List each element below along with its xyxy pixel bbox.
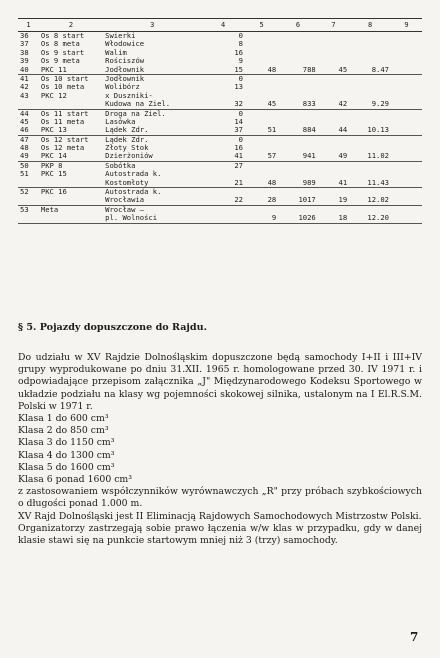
table-cell: 57	[267, 151, 277, 161]
table-row	[18, 152, 422, 161]
table-cell	[245, 40, 278, 48]
table-cell	[318, 83, 349, 91]
table-cell: PKC 16	[39, 188, 103, 197]
table-row	[18, 100, 422, 109]
section-title: § 5. Pojazdy dopuszczone do Rajdu.	[18, 322, 207, 333]
class-line: Klasa 4 do 1300 cm³	[18, 449, 115, 461]
table-cell: 46	[20, 125, 29, 135]
column-header: 9	[391, 19, 422, 32]
table-cell	[391, 135, 422, 144]
class-line: Klasa 2 do 850 cm³	[18, 425, 109, 437]
table-cell: Autostrada k.	[105, 169, 162, 179]
table-cell: Złoty Stok	[105, 143, 149, 153]
table-cell: Droga na Ziel.	[103, 109, 201, 118]
table-cell: Lasówka	[105, 116, 136, 126]
table-cell: 0	[201, 135, 245, 144]
table-cell	[318, 161, 349, 170]
table-cell: 53	[18, 205, 39, 214]
table-row	[18, 118, 422, 126]
table-cell: Wrocław —	[103, 205, 201, 214]
table-cell: Os 12 start	[39, 135, 103, 144]
table-body	[18, 32, 422, 224]
table-cell	[391, 100, 422, 109]
table-cell	[391, 188, 422, 197]
table-cell: 11.02	[367, 151, 390, 161]
table-cell: PKC 11	[40, 64, 67, 74]
table-cell: 13	[234, 82, 243, 92]
column-header: 2	[39, 19, 103, 32]
table-cell: Lądek Zdr.	[105, 125, 149, 135]
table-cell	[349, 109, 391, 118]
table-row	[18, 161, 422, 170]
table-cell	[391, 214, 422, 223]
table-cell: 39	[20, 56, 29, 66]
table-cell: 16	[234, 47, 243, 57]
table-cell: 50	[18, 161, 39, 170]
table-cell: 8	[238, 39, 243, 49]
table-cell: 45	[267, 99, 277, 109]
table-cell	[391, 49, 422, 57]
page-number: 7	[410, 630, 419, 644]
table-cell: 48	[20, 143, 29, 153]
table-cell	[391, 83, 422, 91]
column-header: 8	[349, 19, 391, 32]
table-cell: Kudowa na Ziel.	[105, 99, 171, 109]
column-header: 4	[201, 19, 245, 32]
table-cell	[391, 126, 422, 135]
table-cell	[349, 83, 391, 91]
class-line: Klasa 1 do 600 cm³	[18, 413, 109, 425]
table-cell	[391, 109, 422, 118]
table-cell	[349, 161, 391, 170]
table-cell: 41	[234, 151, 243, 161]
table-cell	[391, 161, 422, 170]
column-header: 7	[318, 19, 349, 32]
table-cell: 18	[318, 214, 349, 223]
table-row	[18, 205, 422, 214]
table-cell	[391, 179, 422, 188]
organizers-paragraph: Organizatorzy zastrzegają sobie prawo łączenia w/w klas w przypadku, gdy w danej klasie stawi się na punkcie startowym mniej niż 3 (trzy) samochody.	[18, 522, 422, 547]
table-cell	[245, 161, 278, 170]
table-cell: 788	[302, 64, 316, 74]
table-cell: Os 12 meta	[40, 143, 85, 153]
table-cell: 0	[201, 32, 245, 41]
table-row	[18, 188, 422, 197]
table-cell: Jodłownik	[103, 74, 201, 83]
table-cell	[318, 135, 349, 144]
table-cell: 38	[20, 47, 29, 57]
table-row	[18, 179, 422, 188]
table-cell: 42	[338, 99, 348, 109]
table-row	[18, 170, 422, 178]
table-cell: Walim	[105, 47, 127, 57]
table-cell	[318, 40, 349, 48]
table-cell: 48	[267, 177, 277, 187]
table-cell	[18, 100, 39, 109]
table-cell: x Duszniki-	[105, 90, 153, 100]
table-cell: 16	[234, 143, 243, 153]
coefficients-paragraph: z zastosowaniem współczynników wyrównawczych „R" przy próbach szybkościowych o długości ponad 1.000 m.	[18, 486, 422, 510]
table-cell	[391, 57, 422, 65]
table-row	[18, 92, 422, 100]
table-cell	[349, 49, 391, 57]
table-cell	[278, 83, 318, 91]
table-cell: Wrocławia	[105, 195, 145, 205]
table-cell	[278, 135, 318, 144]
table-cell: 0	[201, 109, 245, 118]
table-cell: 833	[302, 99, 316, 109]
table-cell: 12.20	[349, 214, 391, 223]
table-cell: 9.29	[371, 99, 390, 109]
table-cell	[391, 32, 422, 41]
table-cell: 40	[20, 64, 29, 74]
table-cell: 884	[302, 125, 316, 135]
table-row	[18, 214, 422, 223]
column-header: 3	[103, 19, 201, 32]
table-cell	[349, 40, 391, 48]
table-cell	[278, 109, 318, 118]
table-cell	[391, 74, 422, 83]
table-cell: 52	[18, 188, 39, 197]
table-cell: Os 10 start	[39, 74, 103, 83]
table-cell	[318, 32, 349, 41]
table-cell: Lądek Zdr.	[103, 135, 201, 144]
table-cell: Meta	[39, 205, 103, 214]
table-cell: Wolibórz	[105, 82, 140, 92]
table-cell	[318, 49, 349, 57]
table-cell: 8.47	[371, 64, 390, 74]
table-cell	[278, 32, 318, 41]
table-cell: Włodowice	[105, 39, 145, 49]
table-cell: 42	[20, 82, 29, 92]
table-row	[18, 126, 422, 135]
table-cell	[349, 74, 391, 83]
table-cell: 19	[338, 195, 348, 205]
column-header: 5	[245, 19, 278, 32]
table-cell	[278, 74, 318, 83]
class-line: Klasa 3 do 1150 cm³	[18, 437, 115, 449]
table-cell: Rościszów	[105, 56, 145, 66]
table-cell: 22	[234, 195, 243, 205]
column-header: 1	[18, 19, 39, 32]
table-cell: 45	[20, 116, 29, 126]
table-cell: 49	[20, 151, 29, 161]
column-header: 6	[278, 19, 318, 32]
table-row	[18, 144, 422, 152]
table-cell: 37	[20, 39, 29, 49]
table-cell: Os 11 meta	[40, 116, 85, 126]
table-cell	[391, 92, 422, 100]
table-cell: 1017	[298, 195, 316, 205]
table-cell	[349, 32, 391, 41]
table-header-row	[18, 19, 422, 32]
class-line: Klasa 5 do 1600 cm³	[18, 461, 115, 473]
table-cell: 41	[338, 177, 348, 187]
table-cell: 989	[302, 177, 316, 187]
table-cell	[318, 109, 349, 118]
table-cell: Os 10 meta	[40, 82, 85, 92]
table-cell: 9	[245, 214, 278, 223]
table-cell: 43	[20, 90, 29, 100]
table-cell: PKP 8	[39, 161, 103, 170]
table-row	[18, 196, 422, 205]
table-cell: 27	[201, 161, 245, 170]
table-cell: 36	[18, 32, 39, 41]
table-cell: 10.13	[367, 125, 390, 135]
table-cell	[318, 74, 349, 83]
table-cell: Sobótka	[103, 161, 201, 170]
table-cell	[391, 152, 422, 161]
table-row	[18, 57, 422, 65]
table-cell: Dzierżoniów	[105, 151, 153, 161]
table-cell	[391, 170, 422, 178]
table-cell: Jodłownik	[105, 64, 145, 74]
table-cell: 12.02	[367, 195, 390, 205]
table-cell: 1026	[278, 214, 318, 223]
table-cell	[245, 135, 278, 144]
table-cell: 49	[338, 151, 348, 161]
table-cell	[245, 83, 278, 91]
table-cell: Autostrada k.	[103, 188, 201, 197]
class-line: Klasa 6 ponad 1600 cm³	[18, 474, 132, 486]
table-cell	[39, 196, 103, 205]
table-cell: 37	[234, 125, 243, 135]
table-cell: 41	[18, 74, 39, 83]
table-cell: PKC 14	[40, 151, 67, 161]
table-cell	[201, 205, 245, 214]
intro-paragraph: Do udziału w XV Rajdzie Dolnośląskim dopuszczone będą samochody I+II i III+IV grupy wyprodukowane po dniu 31.XII. 1965 r. homologowane przed 30. IV 1971 r. i odpowiadające przepisom załącznika „J" Międzynarodowego Kodeksu Sportowego w układzie podziału na klasy wg pojemności skokowej silnika, ustalonym na I El.R.S.M. Polski w 1971 r.	[18, 352, 422, 412]
table-cell	[391, 118, 422, 126]
table-cell	[391, 196, 422, 205]
table-cell: Os 8 start	[39, 32, 103, 41]
route-table	[18, 18, 422, 224]
table-cell	[278, 40, 318, 48]
table-cell	[278, 161, 318, 170]
table-cell: 21	[234, 177, 243, 187]
table-cell: Os 11 start	[39, 109, 103, 118]
table-cell: 32	[234, 99, 243, 109]
table-cell: 15	[234, 64, 243, 74]
table-cell: Os 9 start	[40, 47, 85, 57]
table-cell: 9	[238, 56, 243, 66]
table-cell: 14	[234, 116, 243, 126]
table-cell	[245, 74, 278, 83]
table-cell: 47	[18, 135, 39, 144]
body-text	[18, 352, 422, 547]
table-row	[18, 83, 422, 91]
table-cell	[245, 32, 278, 41]
table-cell: pl. Wolności	[103, 214, 201, 223]
table-cell: PKC 12	[40, 90, 67, 100]
table-cell: Swierki	[103, 32, 201, 41]
table-cell	[39, 214, 103, 223]
table-cell: Os 9 meta	[40, 56, 80, 66]
table-cell	[391, 144, 422, 152]
table-cell	[39, 100, 103, 109]
table-cell: 51	[267, 125, 277, 135]
table-cell	[391, 66, 422, 75]
table-cell	[18, 214, 39, 223]
table-cell: 44	[18, 109, 39, 118]
table-cell	[391, 205, 422, 214]
table-cell: PKC 15	[40, 169, 67, 179]
table-cell: 51	[20, 169, 29, 179]
table-cell	[349, 135, 391, 144]
table-cell: Kostomłoty	[105, 177, 149, 187]
table-cell	[391, 40, 422, 48]
table-cell: 11.43	[367, 177, 390, 187]
table-cell	[245, 109, 278, 118]
table-cell	[201, 214, 245, 223]
table-cell	[18, 196, 39, 205]
elimination-paragraph: XV Rajd Dolnośląski jest II Eliminacją Rajdowych Samochodowych Mistrzostw Polski.	[18, 510, 422, 522]
table-cell: 0	[201, 74, 245, 83]
table-cell: 941	[302, 151, 316, 161]
table-cell: 48	[267, 64, 277, 74]
table-cell	[245, 49, 278, 57]
table-cell: Os 8 meta	[40, 39, 80, 49]
table-cell: 28	[267, 195, 277, 205]
table-cell: PKC 13	[40, 125, 67, 135]
table-cell	[278, 49, 318, 57]
table-cell: 44	[338, 125, 348, 135]
table-cell: 45	[338, 64, 348, 74]
